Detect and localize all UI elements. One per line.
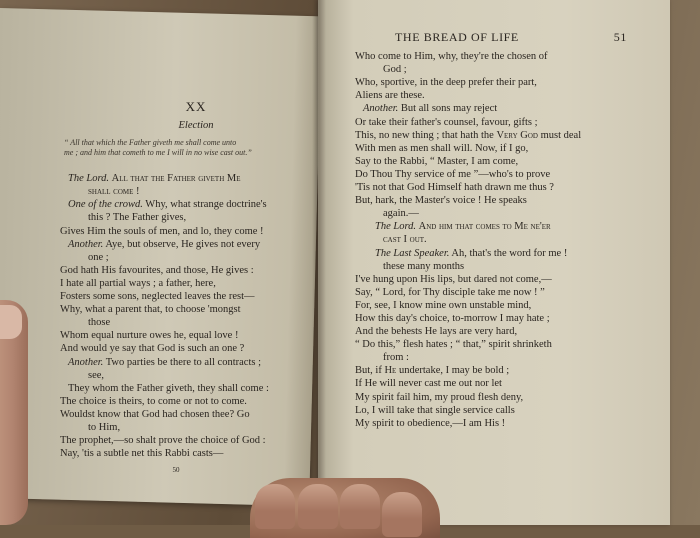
verse-line — [355, 63, 615, 76]
verse-line — [60, 225, 292, 238]
verse-line — [355, 377, 615, 390]
epigraph — [64, 138, 292, 158]
line-text: I hate all partial ways ; a father, here, — [60, 277, 216, 289]
verse-line — [355, 299, 615, 312]
verse-line — [355, 181, 615, 194]
running-head-title: THE BREAD OF LIFE — [395, 30, 519, 44]
line-text: Nay, 'tis a subtle net this Rabbi casts— — [60, 448, 224, 460]
line-text: Lo, I will take that single service calls — [355, 404, 515, 416]
verse-line — [60, 329, 292, 342]
line-text: 'Tis not that God Himself hath drawn me thus ? — [355, 182, 554, 194]
line-text: For, see, I know mine own unstable mind, — [355, 299, 532, 311]
line-text: “ Do this,” flesh hates ; “ that,” spirit shrinketh — [355, 339, 552, 351]
line-text: This, no new thing ; that hath the — [355, 129, 497, 141]
verse-line — [60, 408, 292, 421]
verse-line — [60, 342, 292, 355]
verse-line — [60, 198, 292, 211]
verse-line — [60, 316, 292, 329]
verse-line — [60, 303, 292, 316]
chapter-title: Election — [178, 120, 214, 132]
finger — [382, 492, 422, 537]
epigraph-line: me ; and him that cometh to me I will in no wise cast out.” — [64, 148, 252, 158]
verse-line — [355, 417, 615, 430]
left-page-text — [60, 100, 292, 477]
book-gutter — [312, 0, 326, 525]
verse-line — [355, 102, 615, 115]
verse-line — [60, 447, 292, 460]
line-text: Two parties be there to all contracts ; — [105, 356, 261, 368]
verse-line — [60, 185, 292, 198]
verse-line — [60, 395, 292, 408]
speaker-label: Another. — [68, 238, 104, 250]
verse-line — [60, 211, 292, 224]
verse-line — [60, 356, 292, 369]
line-text: Do Thou Thy service of me ”—who's to prove — [355, 168, 551, 180]
line-text: God ; — [383, 64, 407, 76]
verse-line — [355, 338, 615, 351]
speaker-label: Another. — [363, 103, 399, 115]
small-caps-text: He — [384, 365, 397, 377]
line-text: Who, sportive, in the deep prefer their part, — [355, 77, 537, 89]
verse-line — [60, 369, 292, 382]
verse-line — [355, 220, 615, 233]
line-text: I've hung upon His lips, but dared not come,— — [355, 273, 552, 285]
line-text: Fosters some sons, neglected leaves the rest— — [60, 291, 255, 303]
verse-line — [60, 238, 292, 251]
line-text: Why, what strange doctrine's — [145, 199, 267, 211]
speaker-label: The Last Speaker. — [375, 247, 450, 259]
line-text: If He will never cast me out nor let — [355, 378, 502, 390]
line-text: The prophet,—so shalt prove the choice of God : — [60, 435, 266, 447]
verse-line — [355, 155, 615, 168]
verse-line — [355, 364, 615, 377]
small-caps-text: cast I out. — [383, 234, 427, 246]
right-page-number: 51 — [613, 30, 627, 44]
line-text: Aye, but observe, He gives not every — [105, 238, 261, 250]
line-text: Why, what a parent that, to choose 'mongst — [60, 304, 241, 316]
line-text: those — [88, 317, 111, 329]
line-text: How this day's choice, to-morrow I may hate ; — [355, 312, 550, 324]
verse-line — [355, 404, 615, 417]
line-text: Wouldst know that God had chosen thee? Go — [60, 408, 250, 420]
verse-line — [60, 277, 292, 290]
verse-line — [60, 290, 292, 303]
left-verse — [60, 172, 292, 460]
line-text: Who come to Him, why, they're the chosen of — [355, 51, 548, 63]
line-text: these many months — [383, 260, 465, 272]
chapter-number: XX — [185, 99, 207, 114]
speaker-label: The Lord. — [375, 221, 417, 233]
verse-line — [355, 129, 615, 142]
line-text: God hath His favourites, and those, He gives : — [60, 264, 254, 276]
line-text: But, hark, the Master's voice ! He speaks — [355, 195, 527, 207]
verse-line — [355, 50, 615, 63]
line-text: Gives Him the souls of men, and lo, they come ! — [60, 225, 264, 237]
line-text: The choice is theirs, to come or not to come. — [60, 395, 247, 407]
finger — [298, 484, 338, 529]
line-text: one ; — [88, 251, 109, 263]
small-caps-text: And him that comes to Me ne'er — [418, 221, 551, 233]
verse-line — [355, 260, 615, 273]
line-text: They whom the Father giveth, they shall come : — [68, 382, 269, 394]
line-text: Say, “ Lord, for Thy disciple take me now ! ” — [355, 286, 545, 298]
verse-line — [355, 89, 615, 102]
finger — [340, 484, 380, 529]
line-text: see, — [88, 369, 105, 381]
verse-line — [355, 142, 615, 155]
verse-line — [60, 434, 292, 447]
line-text: But, if — [355, 365, 385, 377]
verse-line — [355, 247, 615, 260]
verse-line — [60, 421, 292, 434]
small-caps-text: Very God — [496, 129, 538, 141]
line-text: Or take their father's counsel, favour, gifts ; — [355, 116, 538, 128]
thumb-nail — [0, 305, 22, 339]
speaker-label: Another. — [68, 356, 104, 368]
line-text: again.— — [383, 208, 419, 220]
verse-line — [355, 286, 615, 299]
line-text: undertake, I may be bold ; — [396, 365, 510, 377]
verse-line — [355, 207, 615, 220]
line-text: Say to the Rabbi, “ Master, I am come, — [355, 155, 519, 167]
verse-line — [60, 264, 292, 277]
left-page-number: 50 — [172, 466, 180, 475]
line-text: My spirit fail him, my proud flesh deny, — [355, 391, 524, 403]
right-page-text — [355, 30, 627, 430]
finger — [255, 484, 295, 529]
line-text: to Him, — [88, 421, 121, 433]
line-text: And would ye say that God is such an one ? — [60, 343, 245, 355]
line-text: Aliens are these. — [355, 90, 425, 102]
verse-line — [355, 194, 615, 207]
small-caps-text: shall come ! — [88, 186, 140, 198]
line-text: My spirit to obedience,—I am His ! — [355, 417, 506, 429]
verse-line — [355, 325, 615, 338]
line-text: Ah, that's the word for me ! — [451, 247, 568, 259]
verse-line — [355, 391, 615, 404]
verse-line — [355, 351, 615, 364]
verse-line — [60, 251, 292, 264]
line-text: from : — [383, 352, 409, 364]
line-text: Whom equal nurture owes he, equal love ! — [60, 330, 239, 342]
line-text: But all sons may reject — [400, 103, 498, 115]
verse-line — [355, 168, 615, 181]
small-caps-text: All that the Father giveth Me — [111, 173, 241, 185]
verse-line — [355, 76, 615, 89]
line-text: And the behests He lays are very hard, — [355, 326, 518, 338]
speaker-label: One of the crowd. — [68, 199, 143, 211]
line-text: this ? The Father gives, — [88, 212, 187, 224]
epigraph-line: “ All that which the Father giveth me shall come unto — [64, 138, 237, 148]
verse-line — [355, 233, 615, 246]
verse-line — [355, 116, 615, 129]
line-text: With men as men shall will. Now, if I go, — [355, 142, 529, 154]
speaker-label: The Lord. — [68, 173, 110, 185]
verse-line — [60, 172, 292, 185]
right-verse — [355, 50, 615, 430]
verse-line — [355, 273, 615, 286]
running-head — [395, 31, 627, 44]
verse-line — [60, 382, 292, 395]
line-text: must deal — [537, 129, 582, 141]
verse-line — [355, 312, 615, 325]
